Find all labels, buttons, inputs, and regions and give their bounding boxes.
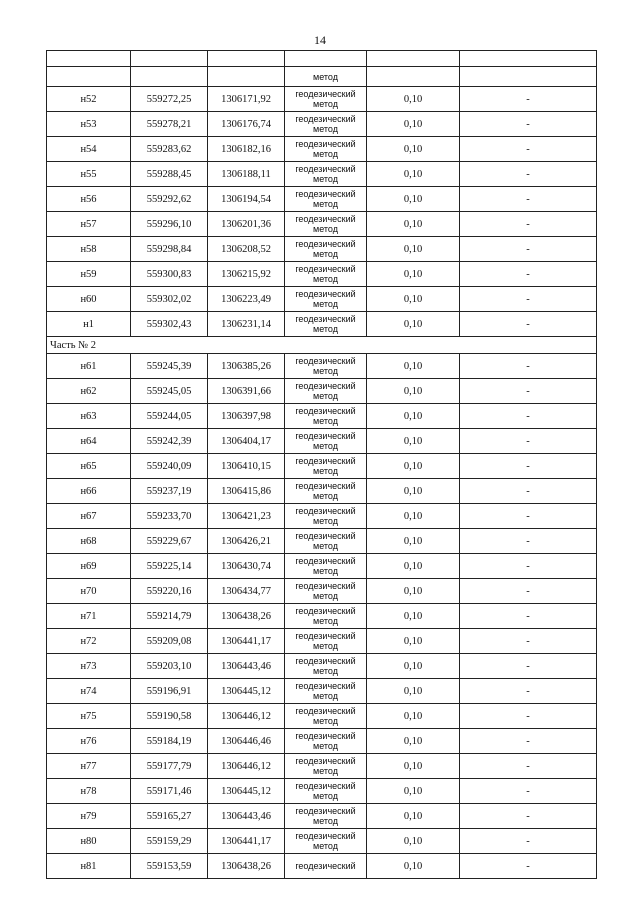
note-cell: - (460, 87, 597, 112)
x-coordinate-cell: 559190,58 (131, 704, 208, 729)
method-cell (285, 212, 367, 237)
method-cell (285, 604, 367, 629)
method-cell (285, 629, 367, 654)
point-name-cell: н63 (47, 404, 131, 429)
method-cell (285, 679, 367, 704)
x-coordinate-cell: 559283,62 (131, 137, 208, 162)
method-line-1: геодезический (295, 289, 356, 299)
point-name-cell: н72 (47, 629, 131, 654)
method-line-1: геодезический (295, 681, 356, 691)
y-coordinate-cell: 1306410,15 (208, 454, 285, 479)
x-coordinate-cell: 559298,84 (131, 237, 208, 262)
table-row (47, 579, 597, 604)
precision-cell: 0,10 (367, 604, 460, 629)
point-name-cell: н71 (47, 604, 131, 629)
method-cell (285, 529, 367, 554)
method-line-2: метод (313, 791, 338, 801)
y-coordinate-cell: 1306441,17 (208, 829, 285, 854)
note-cell: - (460, 754, 597, 779)
method-cell (285, 379, 367, 404)
method-line-2: метод (313, 274, 338, 284)
point-name-cell: н67 (47, 504, 131, 529)
point-name-cell: н1 (47, 312, 131, 337)
method-line-1: геодезический (295, 581, 356, 591)
table-row (47, 429, 597, 454)
note-cell: - (460, 679, 597, 704)
note-cell: - (460, 729, 597, 754)
note-cell: - (460, 504, 597, 529)
method-line-2: метод (313, 841, 338, 851)
method-line-2: метод (313, 591, 338, 601)
precision-cell: 0,10 (367, 87, 460, 112)
method-line-1: геодезический (295, 456, 356, 466)
method-line-2: метод (313, 324, 338, 334)
precision-cell: 0,10 (367, 829, 460, 854)
note-cell: - (460, 829, 597, 854)
method-line-2: метод (313, 199, 338, 209)
note-cell: - (460, 779, 597, 804)
method-cell (285, 704, 367, 729)
y-coordinate-cell: 1306426,21 (208, 529, 285, 554)
method-cell (285, 237, 367, 262)
point-name-cell: н66 (47, 479, 131, 504)
precision-cell: 0,10 (367, 529, 460, 554)
table-row (47, 354, 597, 379)
x-coordinate-cell: 559237,19 (131, 479, 208, 504)
y-coordinate-cell: 1306438,26 (208, 854, 285, 879)
point-name-cell: н73 (47, 654, 131, 679)
method-line-2: метод (313, 99, 338, 109)
note-cell: - (460, 854, 597, 879)
method-line-1: геодезический (295, 381, 356, 391)
point-name-cell: н70 (47, 579, 131, 604)
x-coordinate-cell: 559203,10 (131, 654, 208, 679)
table-row (47, 237, 597, 262)
coordinates-table (46, 50, 597, 879)
x-coordinate-cell: 559171,46 (131, 779, 208, 804)
method-line-2: метод (313, 366, 338, 376)
method-line-2: метод (313, 149, 338, 159)
method-line-2: метод (313, 541, 338, 551)
method-line-1: геодезический (295, 406, 356, 416)
note-cell: - (460, 354, 597, 379)
method-cell (285, 579, 367, 604)
y-coordinate-cell: 1306215,92 (208, 262, 285, 287)
table-row (47, 679, 597, 704)
y-coordinate-cell: 1306446,12 (208, 704, 285, 729)
table-row (47, 187, 597, 212)
method-line-2: метод (313, 174, 338, 184)
table-row (47, 629, 597, 654)
y-coordinate-cell: 1306421,23 (208, 504, 285, 529)
y-coordinate-cell: 1306434,77 (208, 579, 285, 604)
method-cell (285, 137, 367, 162)
method-line-2: метод (313, 616, 338, 626)
table-row (47, 654, 597, 679)
precision-cell: 0,10 (367, 504, 460, 529)
method-line-1: геодезический (295, 756, 356, 766)
y-coordinate-cell: 1306404,17 (208, 429, 285, 454)
method-line-2: метод (313, 666, 338, 676)
note-cell: - (460, 262, 597, 287)
table-row (47, 87, 597, 112)
precision-cell: 0,10 (367, 454, 460, 479)
section-label: Часть № 2 (47, 337, 597, 354)
y-coordinate-cell: 1306201,36 (208, 212, 285, 237)
method-line-1: геодезический (295, 264, 356, 274)
point-name-cell: н60 (47, 287, 131, 312)
x-coordinate-cell: 559288,45 (131, 162, 208, 187)
method-cell (285, 354, 367, 379)
table-row (47, 454, 597, 479)
method-line-1: геодезический (295, 189, 356, 199)
precision-cell: 0,10 (367, 404, 460, 429)
method-line-2: метод (313, 816, 338, 826)
method-line-2: метод (313, 716, 338, 726)
method-line-1: геодезический (295, 656, 356, 666)
coordinates-table-body (47, 51, 597, 879)
y-coordinate-cell: 1306438,26 (208, 604, 285, 629)
x-coordinate-cell: 559302,43 (131, 312, 208, 337)
method-line-2: метод (313, 691, 338, 701)
method-line-1: геодезический (295, 806, 356, 816)
table-row (47, 704, 597, 729)
y-coordinate-cell: 1306176,74 (208, 112, 285, 137)
table-row (47, 212, 597, 237)
precision-cell: 0,10 (367, 654, 460, 679)
table-row (47, 404, 597, 429)
precision-cell: 0,10 (367, 137, 460, 162)
method-line-1: геодезический (295, 706, 356, 716)
method-line-1: геодезический (295, 556, 356, 566)
y-coordinate-cell: 1306443,46 (208, 804, 285, 829)
table-row (47, 604, 597, 629)
note-cell: - (460, 429, 597, 454)
point-name-cell: н81 (47, 854, 131, 879)
method-line-2: метод (313, 416, 338, 426)
y-coordinate-cell: 1306441,17 (208, 629, 285, 654)
note-cell: - (460, 162, 597, 187)
page-number: 14 (314, 33, 326, 47)
method-cell (285, 162, 367, 187)
note-cell: - (460, 529, 597, 554)
point-name-cell: н58 (47, 237, 131, 262)
table-row (47, 379, 597, 404)
y-coordinate-cell: 1306443,46 (208, 654, 285, 679)
point-name-cell: н69 (47, 554, 131, 579)
method-cell: метод (285, 67, 367, 87)
precision-cell: 0,10 (367, 804, 460, 829)
method-line-1: геодезический (295, 631, 356, 641)
method-cell (285, 187, 367, 212)
method-line-2: метод (313, 224, 338, 234)
method-cell (285, 287, 367, 312)
method-cell (285, 404, 367, 429)
precision-cell: 0,10 (367, 679, 460, 704)
note-cell: - (460, 454, 597, 479)
point-name-cell: н65 (47, 454, 131, 479)
method-line-2: метод (313, 299, 338, 309)
x-coordinate-cell: 559184,19 (131, 729, 208, 754)
precision-cell: 0,10 (367, 187, 460, 212)
table-row (47, 779, 597, 804)
y-coordinate-cell: 1306385,26 (208, 354, 285, 379)
point-name-cell: н59 (47, 262, 131, 287)
x-coordinate-cell: 559209,08 (131, 629, 208, 654)
point-name-cell: н74 (47, 679, 131, 704)
point-name-cell: н55 (47, 162, 131, 187)
point-name-cell: н79 (47, 804, 131, 829)
x-coordinate-cell: 559296,10 (131, 212, 208, 237)
x-coordinate-cell: 559153,59 (131, 854, 208, 879)
method-cell (285, 112, 367, 137)
x-coordinate-cell: 559272,25 (131, 87, 208, 112)
point-name-cell: н78 (47, 779, 131, 804)
precision-cell: 0,10 (367, 354, 460, 379)
point-name-cell: н52 (47, 87, 131, 112)
y-coordinate-cell: 1306223,49 (208, 287, 285, 312)
table-row (47, 554, 597, 579)
note-cell: - (460, 804, 597, 829)
precision-cell: 0,10 (367, 429, 460, 454)
table-row (47, 287, 597, 312)
precision-cell: 0,10 (367, 704, 460, 729)
y-coordinate-cell: 1306208,52 (208, 237, 285, 262)
precision-cell: 0,10 (367, 237, 460, 262)
x-coordinate-cell: 559242,39 (131, 429, 208, 454)
precision-cell: 0,10 (367, 212, 460, 237)
method-line-2: метод (313, 124, 338, 134)
y-coordinate-cell: 1306445,12 (208, 679, 285, 704)
point-name-cell: н54 (47, 137, 131, 162)
method-line-1: геодезический (295, 164, 356, 174)
table-row (47, 262, 597, 287)
note-cell: - (460, 554, 597, 579)
method-line-1: геодезический (295, 531, 356, 541)
x-coordinate-cell: 559244,05 (131, 404, 208, 429)
table-row (47, 112, 597, 137)
precision-cell: 0,10 (367, 262, 460, 287)
method-line-2: метод (313, 766, 338, 776)
point-name-cell: н64 (47, 429, 131, 454)
method-line-2: метод (313, 391, 338, 401)
precision-cell: 0,10 (367, 479, 460, 504)
table-row (47, 829, 597, 854)
method-line-1: геодезический (295, 831, 356, 841)
method-line-2: метод (313, 249, 338, 259)
point-name-cell: н61 (47, 354, 131, 379)
point-name-cell: н68 (47, 529, 131, 554)
note-cell: - (460, 287, 597, 312)
note-cell: - (460, 704, 597, 729)
method-line-1: геодезический (295, 114, 356, 124)
method-cell (285, 429, 367, 454)
point-name-cell: н56 (47, 187, 131, 212)
method-cell (285, 554, 367, 579)
note-cell: - (460, 312, 597, 337)
precision-cell: 0,10 (367, 287, 460, 312)
precision-cell: 0,10 (367, 579, 460, 604)
precision-cell: 0,10 (367, 779, 460, 804)
y-coordinate-cell: 1306415,86 (208, 479, 285, 504)
section-header-row (47, 337, 597, 354)
x-coordinate-cell: 559229,67 (131, 529, 208, 554)
method-line-1: геодезический (295, 239, 356, 249)
y-coordinate-cell: 1306182,16 (208, 137, 285, 162)
table-row (47, 854, 597, 879)
method-line-1: геодезический (295, 314, 356, 324)
table-row (47, 804, 597, 829)
continued-row (47, 67, 597, 87)
x-coordinate-cell: 559302,02 (131, 287, 208, 312)
note-cell: - (460, 479, 597, 504)
point-name-cell: н62 (47, 379, 131, 404)
method-cell (285, 829, 367, 854)
x-coordinate-cell: 559292,62 (131, 187, 208, 212)
table-row (47, 504, 597, 529)
y-coordinate-cell: 1306445,12 (208, 779, 285, 804)
method-line-1: геодезический (295, 731, 356, 741)
x-coordinate-cell: 559225,14 (131, 554, 208, 579)
precision-cell: 0,10 (367, 729, 460, 754)
table-row (47, 529, 597, 554)
method-cell (285, 854, 367, 879)
y-coordinate-cell: 1306446,46 (208, 729, 285, 754)
y-coordinate-cell: 1306430,74 (208, 554, 285, 579)
point-name-cell: н80 (47, 829, 131, 854)
y-coordinate-cell: 1306171,92 (208, 87, 285, 112)
precision-cell: 0,10 (367, 162, 460, 187)
x-coordinate-cell: 559165,27 (131, 804, 208, 829)
x-coordinate-cell: 559196,91 (131, 679, 208, 704)
precision-cell: 0,10 (367, 379, 460, 404)
method-line-1: геодезический (295, 214, 356, 224)
note-cell: - (460, 237, 597, 262)
method-cell (285, 754, 367, 779)
y-coordinate-cell: 1306194,54 (208, 187, 285, 212)
precision-cell: 0,10 (367, 112, 460, 137)
table-row (47, 137, 597, 162)
x-coordinate-cell: 559245,05 (131, 379, 208, 404)
method-cell (285, 654, 367, 679)
method-line-1: геодезический (295, 356, 356, 366)
table-row (47, 729, 597, 754)
precision-cell: 0,10 (367, 312, 460, 337)
x-coordinate-cell: 559300,83 (131, 262, 208, 287)
method-line-1: геодезический (295, 89, 356, 99)
point-name-cell: н53 (47, 112, 131, 137)
x-coordinate-cell: 559214,79 (131, 604, 208, 629)
note-cell: - (460, 379, 597, 404)
note-cell: - (460, 404, 597, 429)
y-coordinate-cell: 1306397,98 (208, 404, 285, 429)
note-cell: - (460, 112, 597, 137)
method-line-2: метод (313, 466, 338, 476)
method-line-2: метод (313, 491, 338, 501)
method-line-1: геодезический (295, 139, 356, 149)
method-line-2: метод (313, 641, 338, 651)
x-coordinate-cell: 559159,29 (131, 829, 208, 854)
y-coordinate-cell: 1306446,12 (208, 754, 285, 779)
precision-cell: 0,10 (367, 854, 460, 879)
method-line-1: геодезический (295, 431, 356, 441)
method-cell (285, 87, 367, 112)
note-cell: - (460, 212, 597, 237)
point-name-cell: н75 (47, 704, 131, 729)
note-cell: - (460, 579, 597, 604)
precision-cell: 0,10 (367, 629, 460, 654)
method-line-2: метод (313, 566, 338, 576)
note-cell: - (460, 629, 597, 654)
x-coordinate-cell: 559220,16 (131, 579, 208, 604)
table-header-blank-row (47, 51, 597, 67)
method-cell (285, 479, 367, 504)
method-line-1: геодезический (295, 781, 356, 791)
point-name-cell: н76 (47, 729, 131, 754)
note-cell: - (460, 187, 597, 212)
table-row (47, 479, 597, 504)
y-coordinate-cell: 1306188,11 (208, 162, 285, 187)
method-cell (285, 312, 367, 337)
table-row (47, 162, 597, 187)
method-line-2: метод (313, 516, 338, 526)
x-coordinate-cell: 559177,79 (131, 754, 208, 779)
method-cell (285, 454, 367, 479)
method-line-2: метод (313, 741, 338, 751)
method-cell (285, 729, 367, 754)
method-line-1: геодезический (295, 506, 356, 516)
x-coordinate-cell: 559245,39 (131, 354, 208, 379)
method-line-1: геодезический (295, 861, 356, 871)
method-cell (285, 804, 367, 829)
note-cell: - (460, 137, 597, 162)
method-line-1: геодезический (295, 606, 356, 616)
x-coordinate-cell: 559278,21 (131, 112, 208, 137)
method-cell (285, 779, 367, 804)
method-line-1: геодезический (295, 481, 356, 491)
point-name-cell: н77 (47, 754, 131, 779)
point-name-cell: н57 (47, 212, 131, 237)
y-coordinate-cell: 1306391,66 (208, 379, 285, 404)
table-row (47, 754, 597, 779)
method-cell (285, 262, 367, 287)
precision-cell: 0,10 (367, 554, 460, 579)
note-cell: - (460, 654, 597, 679)
precision-cell: 0,10 (367, 754, 460, 779)
table-row (47, 312, 597, 337)
method-line-2: метод (313, 441, 338, 451)
method-cell (285, 504, 367, 529)
x-coordinate-cell: 559233,70 (131, 504, 208, 529)
x-coordinate-cell: 559240,09 (131, 454, 208, 479)
note-cell: - (460, 604, 597, 629)
y-coordinate-cell: 1306231,14 (208, 312, 285, 337)
